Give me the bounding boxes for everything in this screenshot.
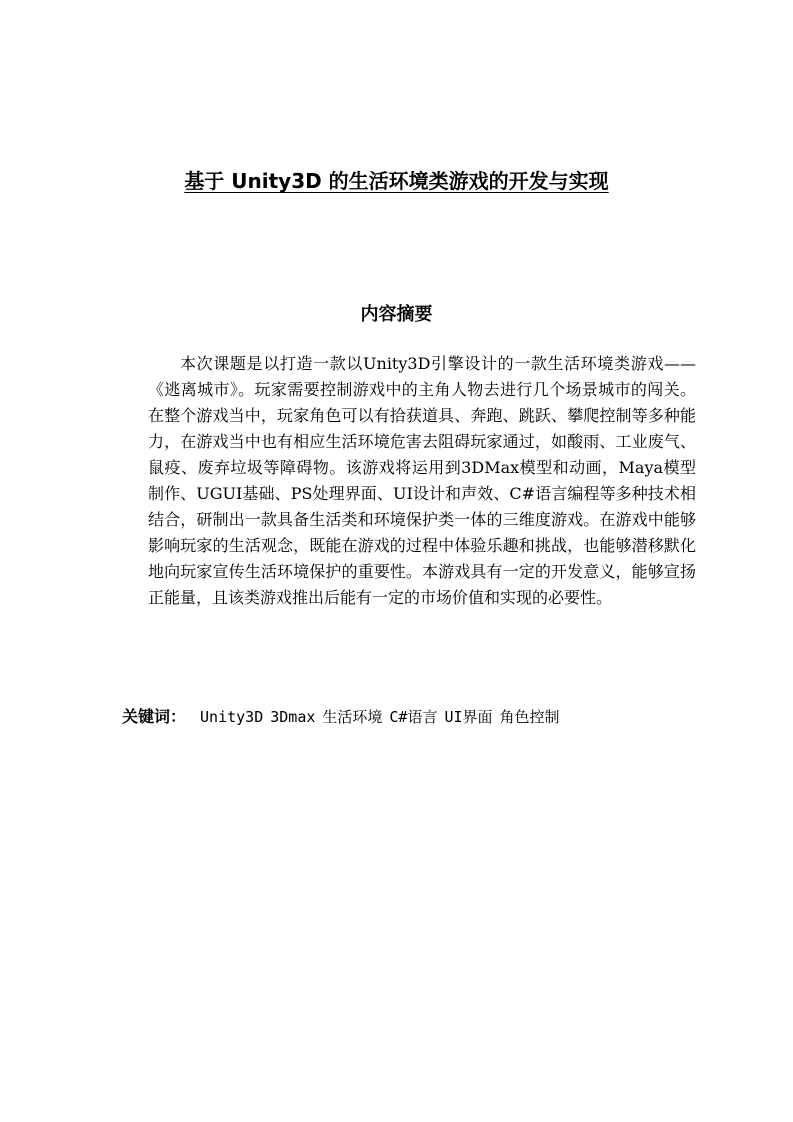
keywords-label: 关键词：: [122, 707, 187, 726]
keyword-item: 3Dmax: [270, 708, 316, 726]
keyword-item: UI界面: [444, 708, 493, 726]
keyword-item: C#语言: [389, 708, 438, 726]
abstract-body: 本次课题是以打造一款以Unity3D引擎设计的一款生活环境类游戏——《逃离城市》。玩家需要控制游戏中的主角人物去进行几个场景城市的闯关。在整个游戏当中，玩家角色可以有拾获道具、奔跑、跳跃、攀爬控制等多种能力，在游戏当中也有相应生活环境危害去阻碍玩家通过，如酸雨、工业废气、鼠疫、废弃垃圾等障碍物。该游戏将运用到3DMax模型和动画，Maya模型制作、UGUI基础、PS处理界面、UI设计和声效、C#语言编程等多种技术相结合，研制出一款具备生活类和环境保护类一体的三维度游戏。在游戏中能够影响玩家的生活观念，既能在游戏的过程中体验乐趣和挑战，也能够潜移默化地向玩家宣传生活环境保护的重要性。本游戏具有一定的开发意义，能够宣扬正能量，且该类游戏推出后能有一定的市场价值和实现的必要性。: [148, 354, 696, 607]
keyword-item: 角色控制: [499, 708, 560, 726]
abstract-heading: 内容摘要: [360, 304, 433, 325]
keyword-item: 生活环境: [322, 708, 383, 726]
document-title-text: 基于 Unity3D 的生活环境类游戏的开发与实现: [184, 169, 609, 193]
keywords-line: [122, 704, 742, 730]
document-title: [0, 164, 793, 198]
keyword-item: Unity3D: [200, 708, 264, 726]
